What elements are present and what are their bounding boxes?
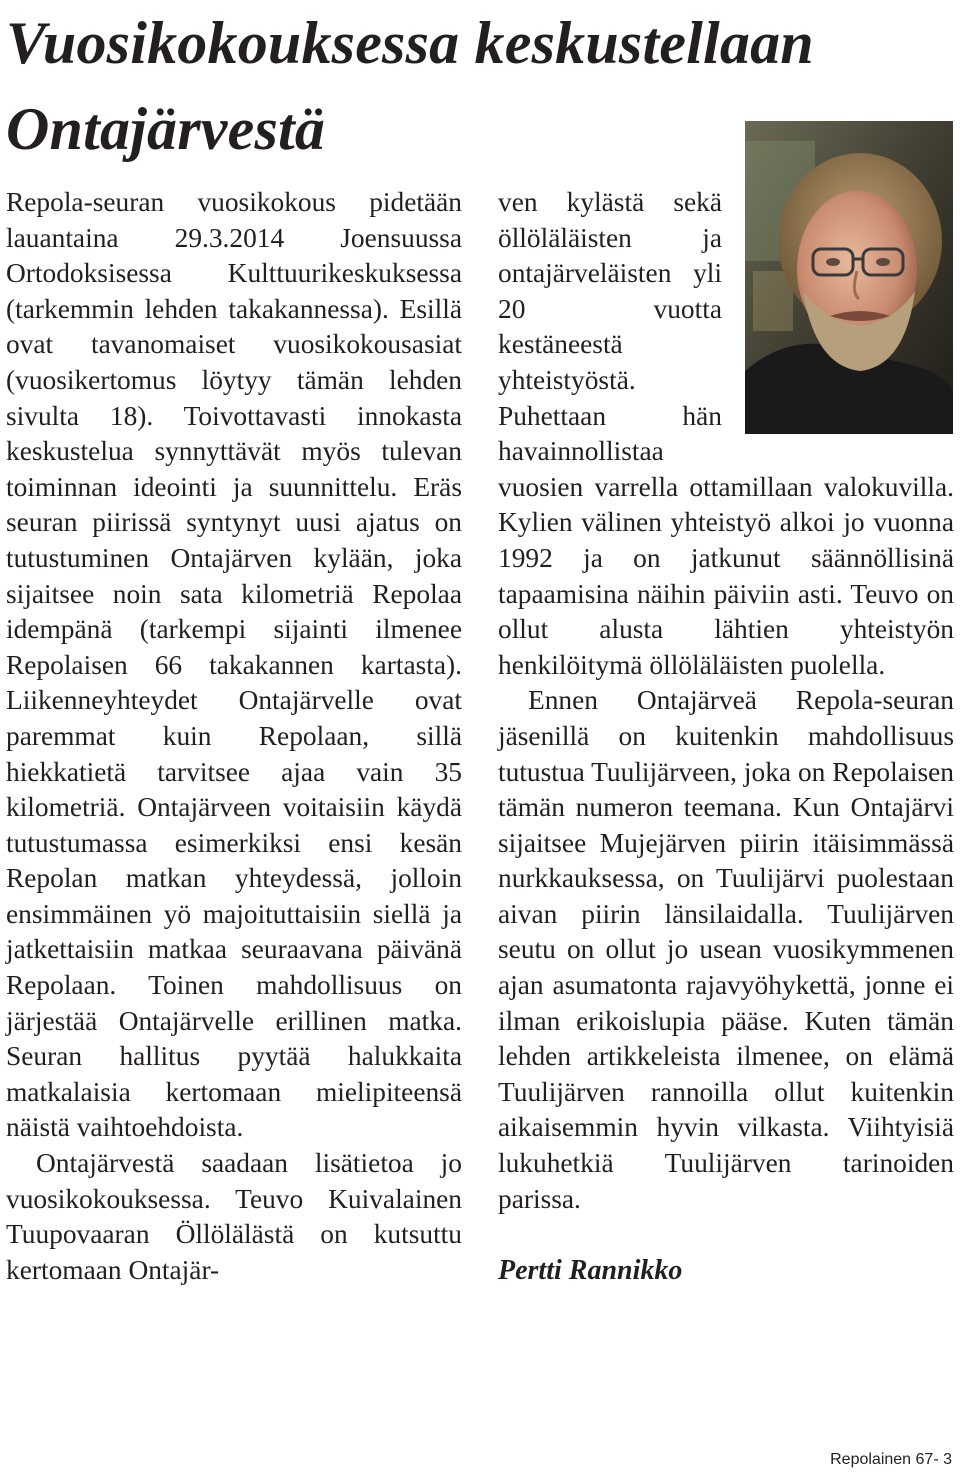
article-paragraph: Ontajärvestä saadaan lisätietoa jo vuosikokouksessa. Teuvo Kuivalainen Tuupovaaran Öllölälästä on kutsuttu kertomaan Ontajär- xyxy=(6,1148,462,1285)
page-footer: Repolainen 67- 3 xyxy=(830,1451,952,1468)
portrait-photo xyxy=(745,121,953,434)
article-paragraph: ven kylästä sekä öllöläläisten ja ontajärveläisten yli 20 vuotta kestäneestä yhteistyöstä. Puhettaan hän havainnollistaa vuosien varrella ottamillaan valokuvilla. Kylien välinen yhteistyö alkoi jo vuonna 1992 ja on jatkunut säännöllisinä tapaamisina näihin päiviin asti. Teuvo on ollut alusta lähtien yhteistyön henkilöitymä öllöläläisten puolella. xyxy=(498,187,954,680)
author-signature: Pertti Rannikko xyxy=(498,1255,683,1287)
article-paragraph: Ennen Ontajärveä Repola-seuran jäsenillä on kuitenkin mahdollisuus tutustua Tuulijärveen, joka on Repolaisen tämän numeron teemana. Kun Ontajärvi sijaitsee Mujejärven piirin itäisimmässä nurkkauksessa, on Tuulijärvi puolestaan aivan piirin länsilaidalla. Tuulijärven seutu on ollut jo usean vuosikymmenen ajan asumatonta rajavyöhykettä, jonne ei ilman erikoislupia pääse. Kuten tämän lehden artikkeleista ilmenee, on elämä Tuulijärven rannoilla ollut kuitenkin aikaisemmin hyvin vilkasta. Viihtyisiä lukuhetkiä Tuulijärven tarinoiden parissa. xyxy=(498,685,954,1214)
article-column-left xyxy=(6,185,462,1288)
article-paragraph: Repola-seuran vuosikokous pidetään lauantaina 29.3.2014 Joensuussa Ortodoksisessa Kulttuurikeskuksessa (tarkemmin lehden takakannessa). Esillä ovat tavanomaiset vuosikokousasiat (vuosikertomus löytyy tämän lehden sivulta 18). Toivottavasti innokasta keskustelua synnyttävät myös tulevan toiminnan ideointi ja suunnittelu. Eräs seuran piirissä syntynyt uusi ajatus on tutustuminen Ontajärven kylään, joka sijaitsee noin sata kilometriä Repolaa idempänä (tarkempi sijainti ilmenee Repolaisen 66 takakannen kartasta). Liikenneyhteydet Ontajärvelle ovat paremmat kuin Repolaan, sillä hiekkatietä tarvitsee ajaa vain 35 kilometriä. Ontajärveen voitaisiin käydä tutustumassa esimerkiksi ensi kesän Repolan matkan yhteydessä, jolloin ensimmäinen yö majoituttaisiin siellä ja jatkettaisiin matkaa seuraavana päivänä Repolaan. Toinen mahdollisuus on järjestää Ontajärvelle erillinen matka. Seuran hallitus pyytää halukkaita matkalaisia kertomaan mielipiteensä näistä vaihtoehdoista. xyxy=(6,187,462,1143)
article-headline: Vuosikokouksessa keskustellaan Ontajärvestä xyxy=(6,10,814,162)
